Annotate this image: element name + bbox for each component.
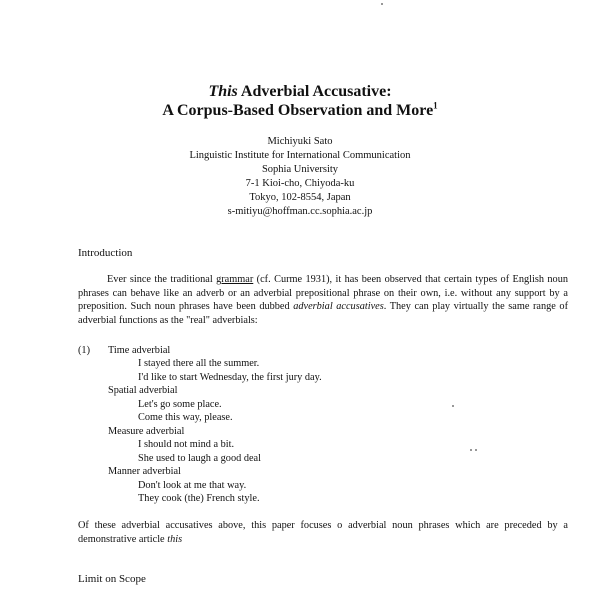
intro-grammar-link: grammar bbox=[216, 274, 254, 285]
scan-speck bbox=[381, 3, 383, 5]
example-sentence: I stayed there all the summer. bbox=[138, 358, 260, 369]
intro-term: adverbial accusatives bbox=[293, 301, 384, 312]
author-email: s-mitiyu@hoffman.cc.sophia.ac.jp bbox=[227, 206, 373, 217]
intro-text-c: . They can play virtually the same range of adverbial functions as the "real" adverbials: bbox=[78, 301, 568, 326]
example-sentence: Come this way, please. bbox=[138, 412, 233, 423]
example-number: (1) bbox=[78, 345, 91, 356]
example-sentence: I'd like to start Wednesday, the first jury day. bbox=[138, 372, 322, 383]
example-sentence: Let's go some place. bbox=[138, 399, 222, 410]
example-label: Manner adverbial bbox=[108, 466, 181, 477]
author-city: Tokyo, 102-8554, Japan bbox=[249, 192, 351, 203]
title-line2-text: A Corpus-Based Observation and More bbox=[162, 102, 434, 119]
example-sentence: I should not mind a bit. bbox=[138, 439, 235, 450]
scan-speck bbox=[475, 449, 477, 451]
example-label: Time adverbial bbox=[108, 345, 171, 356]
title-italic-this: This bbox=[208, 83, 238, 100]
paper-title-line1 bbox=[0, 82, 600, 101]
scan-speck bbox=[470, 449, 472, 451]
author-address: 7-1 Kioi-cho, Chiyoda-ku bbox=[245, 178, 355, 189]
paper-title-line2 bbox=[0, 101, 600, 120]
intro-text-b: (cf. Curme 1931), it has been observed that certain types of English noun phrases can behave like an adverb or an adverbial prepositional phrase on their own, i.e. without any support by a preposition. Such noun phrases have been dubbed bbox=[78, 274, 568, 312]
conclusion-paragraph bbox=[78, 519, 568, 546]
scan-speck bbox=[452, 405, 454, 407]
example-label: Measure adverbial bbox=[108, 426, 185, 437]
section-heading-limit-on-scope: Limit on Scope bbox=[78, 573, 146, 585]
intro-text-a: Ever since the traditional bbox=[107, 274, 217, 285]
author-university: Sophia University bbox=[261, 164, 339, 175]
example-sentence: Don't look at me that way. bbox=[138, 480, 247, 491]
section-heading-introduction: Introduction bbox=[78, 247, 133, 259]
author-name: Michiyuki Sato bbox=[267, 136, 333, 147]
conclusion-text: Of these adverbial accusatives above, this paper focuses o adverbial noun phrases which are preceded by a demonstrative article bbox=[78, 520, 568, 545]
example-label: Spatial adverbial bbox=[108, 385, 178, 396]
example-sentence: She used to laugh a good deal bbox=[138, 453, 261, 464]
conclusion-term: this bbox=[167, 533, 183, 545]
title-line1-rest: Adverbial Accusative: bbox=[237, 83, 392, 100]
intro-paragraph bbox=[78, 273, 568, 327]
example-sentence: They cook (the) French style. bbox=[138, 493, 260, 504]
title-footnote-mark: 1 bbox=[433, 100, 438, 111]
author-affiliation: Linguistic Institute for International Communication bbox=[189, 150, 411, 161]
